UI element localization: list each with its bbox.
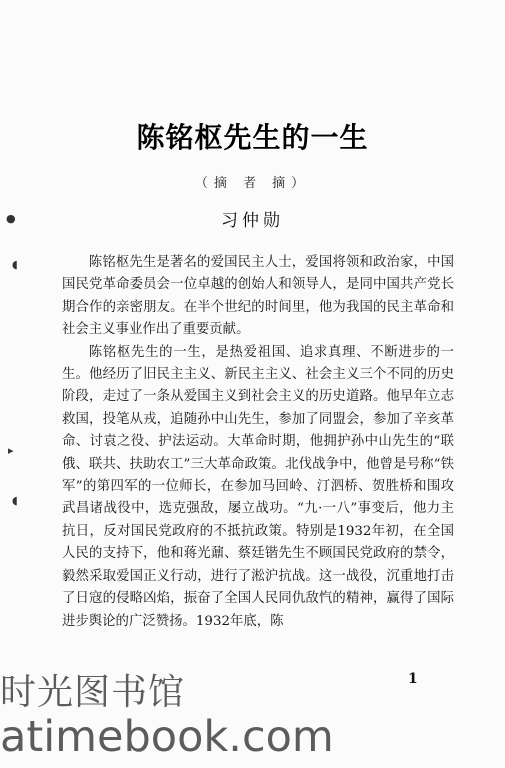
article-author: 习仲勋 — [221, 211, 284, 231]
paragraph: 陈铭枢先生是著名的爱国民主人士，爱国将领和政治家，中国国民党革命委员会一位卓越的创始人和领导人，是同中国共产党长期合作的亲密朋友。在半个世纪的时间里，他为我国的民主革命和社会主义事业作出了重要贡献。 — [62, 255, 454, 338]
scan-speck: ▸ — [8, 444, 14, 457]
article-subtitle: （摘 者 摘） — [194, 176, 311, 191]
paragraph: 陈铭枢先生的一生，是热爱祖国、追求真理、不断进步的一生。他经历了旧民主主义、新民主主义、社会主义三个不同的历史阶段，走过了一条从爱国主义到社会主义的历史道路。他早年立志救国，投笔从戎，追随孙中山先生，参加了同盟会，参加了辛亥革命、讨袁之役、护法运动。大革命时期，他拥护孙中山先生的“联俄、联共、扶助农工”三大革命政策。北伐战争中，他曾是号称“铁军”的第四军的一位师长，在参加马回岭、汀泗桥、贺胜桥和围攻武昌诸战役中，选克强敌，屡立战功。“九·一八”事变后，他力主抗日，反对国民党政府的不抵抗政策。特别是1932年初，在全国人民的支持下，他和蒋光鼐、蔡廷锴先生不顾国民党政府的禁令，毅然采取爱国正义行动，进行了淞沪抗战。这一战役，沉重地打击了日寇的侵略凶焰，振奋了全国人民同仇敌忾的精神，赢得了国际进步舆论的广泛赞扬。1932年底，陈 — [62, 344, 454, 629]
watermark-url: atimebook.com — [0, 712, 334, 762]
scan-speck: ● — [6, 212, 16, 225]
scan-speck: ◖ — [12, 494, 18, 507]
page-number: 1 — [408, 671, 418, 687]
article-title: 陈铭枢先生的一生 — [136, 121, 369, 154]
article-body — [62, 252, 454, 633]
watermark-site-name: 时光图书馆 — [0, 672, 186, 713]
scan-speck: ◖ — [12, 258, 18, 271]
